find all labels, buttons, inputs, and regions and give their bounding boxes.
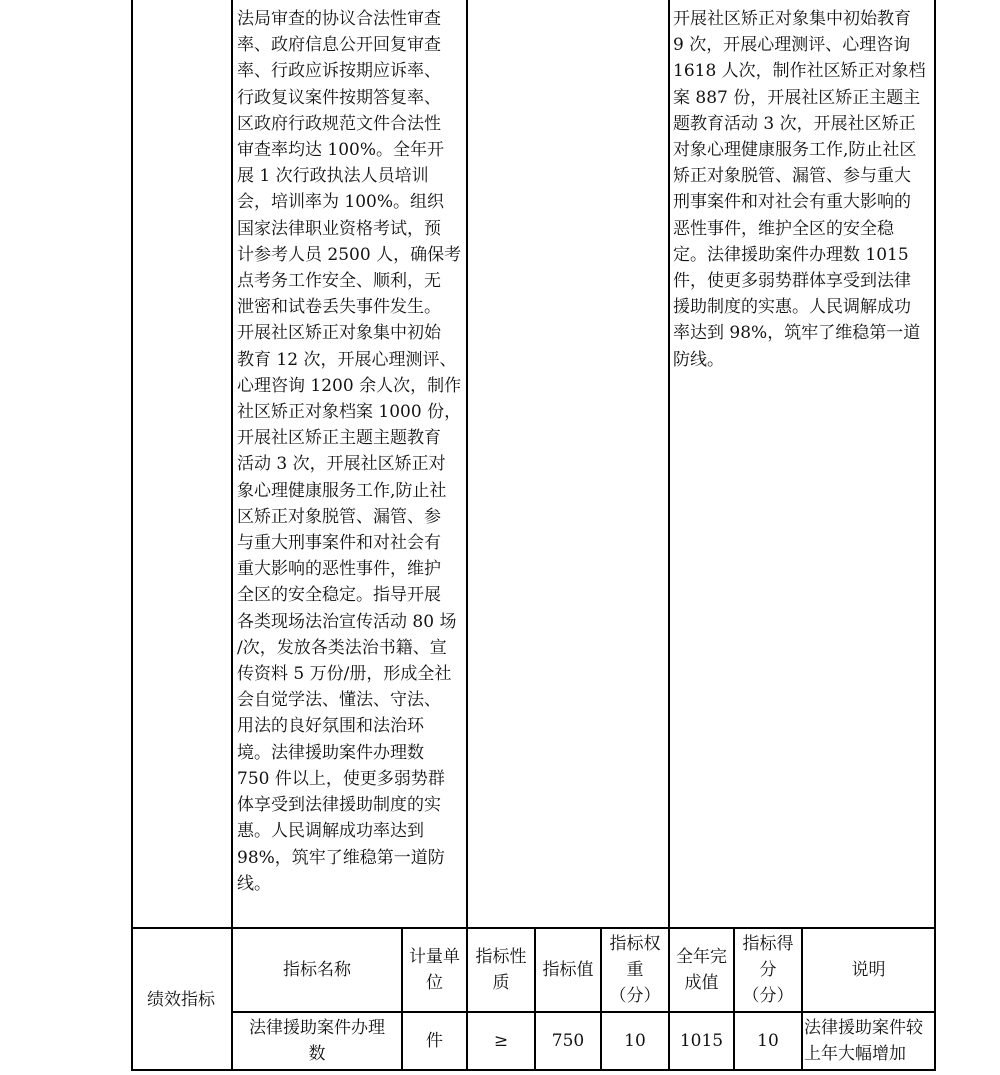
target-description-text: 法局审查的协议合法性审查 率、政府信息公开回复审查 率、行政应诉按期应诉率、 行政复议案件按期答复率、 区政府行政规范文件合法性 审查率均达 100%。全年开 展 1 次行政执法人员培训 会，培训率为 100%。组织 国家法律职业资格考试，预 计参考人员 2500 人，确保考 点考务工作安全、顺利，无 泄密和试卷丢失事件发生。 开展社区矫正对象集中初始 教育 12 次，开展心理测评、 心理咨询 1200 余人次，制作 社区矫正对象档案 1000 份， 开展社区矫正主题主题教育 活动 3 次，开展社区矫正对 象心理健康服务工作,防止社 区矫正对象脱管、漏管、参 与重大刑事案件和对社会有 重大影响的恶性事件，维护 全区的安全稳定。指导开展 各类现场法治宣传活动 80 场 /次，发放各类法治书籍、宣 传资料 5 万份/册，形成全社 会自觉学法、懂法、守法、 用法的良好氛围和法治环 境。法律援助案件办理数 750 件以上，使更多弱势群 体享受到法律援助制度的实 惠。人民调解成功率达到 98%，筑牢了维稳第一道防 线。 [237, 9, 462, 894]
row-indicator-name: 法律援助案件办理 数 [249, 1018, 385, 1064]
table-border [668, 0, 670, 1071]
table-border [231, 0, 233, 1071]
row-note: 法律援助案件较 上年大幅增加 [804, 1018, 923, 1064]
header-target-value: 指标值 [542, 960, 594, 980]
row-nature: ≥ [493, 1031, 509, 1051]
header-actual-value: 全年完 成值 [676, 947, 727, 993]
row-target-value: 750 [551, 1031, 585, 1051]
row-score: 10 [757, 1031, 779, 1051]
header-weight: 指标权 重 （分） [609, 934, 661, 1006]
header-indicator-name: 指标名称 [283, 960, 351, 980]
row-weight: 10 [624, 1031, 646, 1051]
row-unit: 件 [426, 1031, 443, 1051]
row-actual-value: 1015 [679, 1031, 724, 1051]
section-label: 绩效指标 [147, 990, 215, 1010]
header-unit: 计量单 位 [409, 947, 460, 993]
header-score: 指标得 分 （分） [742, 934, 794, 1006]
table-border [466, 0, 468, 1071]
table-border [131, 1069, 936, 1071]
header-nature: 指标性 质 [475, 947, 527, 993]
header-note: 说明 [851, 960, 886, 980]
completion-description-text: 开展社区矫正对象集中初始教育 9 次，开展心理测评、心理咨询 1618 人次，制作社区矫正对象档 案 887 份，开展社区矫正主题主 题教育活动 3 次，开展社区矫正 对象心理健康服务工作,防止社区 矫正对象脱管、漏管、参与重大 刑事案件和对社会有重大影响的 恶性事件，维护全区的安全稳 定。法律援助案件办理数 1015 件，使更多弱势群体享受到法律 援助制度的实惠。人民调解成功 率达到 98%，筑牢了维稳第一道 防线。 [673, 9, 926, 370]
table-border [131, 0, 133, 1071]
